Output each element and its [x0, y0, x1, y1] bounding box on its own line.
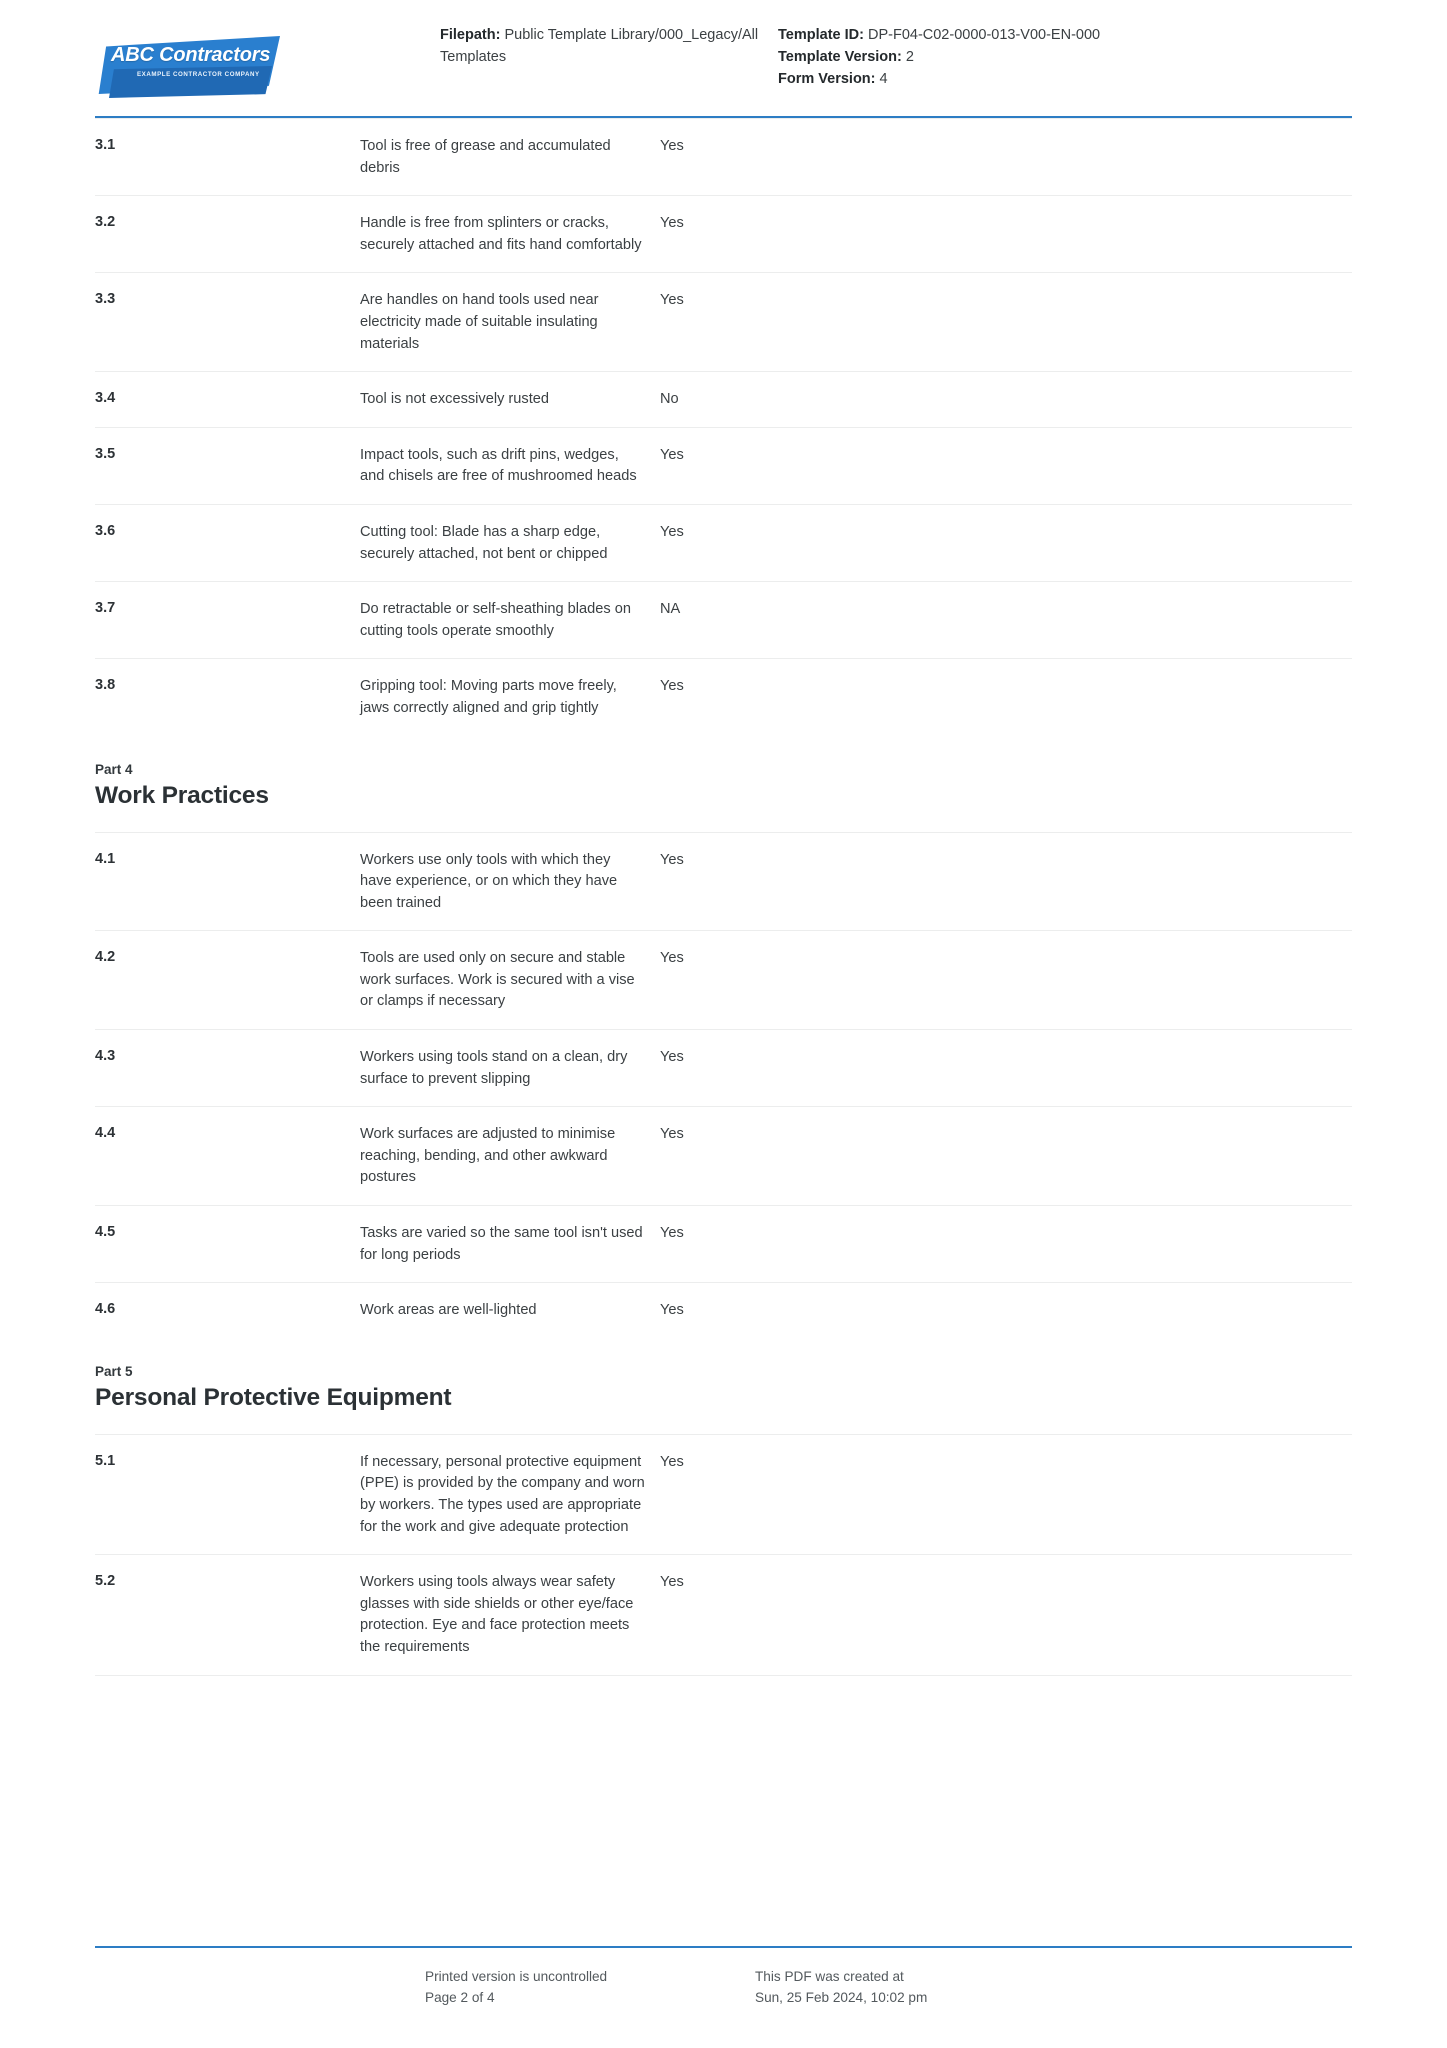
row-number: 3.7 — [95, 600, 116, 617]
row-answer: Yes — [660, 292, 684, 309]
row-question: Tasks are varied so the same tool isn't used for long periods — [360, 1225, 643, 1263]
row-number: 4.6 — [95, 1301, 116, 1318]
table-row — [95, 118, 1352, 195]
table-row — [95, 832, 1352, 931]
page-number-text: Page 2 of 4 — [425, 1989, 495, 2005]
created-label-text: This PDF was created at — [755, 1968, 904, 1984]
row-answer: Yes — [660, 446, 684, 463]
row-number: 4.3 — [95, 1048, 116, 1065]
section-heading — [95, 736, 1352, 832]
row-question: Tools are used only on secure and stable work surfaces. Work is secured with a vise or clamps if necessary — [360, 950, 635, 1010]
row-question: Gripping tool: Moving parts move freely, jaws correctly aligned and grip tightly — [360, 678, 617, 716]
row-answer: Yes — [660, 215, 684, 232]
checklist-table — [95, 832, 1352, 1338]
row-number: 3.2 — [95, 214, 116, 231]
created-timestamp-text: Sun, 25 Feb 2024, 10:02 pm — [755, 1989, 928, 2005]
form-version-value: 4 — [879, 71, 888, 88]
table-bottom-border — [95, 1675, 1352, 1676]
row-number: 3.6 — [95, 522, 116, 539]
row-question: Workers using tools always wear safety glasses with side shields or other eye/face protection. Eye and face protection meets the requirements — [360, 1574, 634, 1655]
logo-company-name: ABC Contractors — [111, 44, 271, 66]
table-row — [95, 930, 1352, 1029]
footer-spacer — [95, 1966, 425, 2008]
filepath-label: Filepath: — [440, 27, 501, 43]
table-row — [95, 1106, 1352, 1205]
row-number: 5.1 — [95, 1452, 116, 1469]
row-question: Workers use only tools with which they have experience, or on which they have been trained — [360, 851, 618, 911]
header-template-meta — [770, 24, 1352, 90]
section-title: Personal Protective Equipment — [95, 1383, 452, 1411]
row-answer: Yes — [660, 851, 684, 868]
row-number: 4.2 — [95, 949, 116, 966]
row-number: 4.1 — [95, 850, 116, 867]
template-id-label: Template ID: — [778, 27, 864, 43]
table-row — [95, 427, 1352, 504]
row-question: Impact tools, such as drift pins, wedges, and chisels are free of mushroomed heads — [360, 446, 637, 485]
section-title: Work Practices — [95, 781, 269, 809]
table-row — [95, 1434, 1352, 1554]
company-logo — [95, 36, 280, 94]
row-answer: Yes — [660, 1302, 684, 1319]
row-answer: Yes — [660, 950, 684, 967]
table-row — [95, 504, 1352, 581]
printed-notice-text: Printed version is uncontrolled — [425, 1968, 608, 1984]
table-row — [95, 1554, 1352, 1674]
row-question: Work surfaces are adjusted to minimise reaching, bending, and other awkward postures — [360, 1126, 616, 1186]
row-question: Work areas are well-lighted — [360, 1302, 537, 1319]
filepath-value: Public Template Library/000_Legacy/All Templates — [440, 27, 759, 66]
table-row — [95, 1029, 1352, 1106]
row-answer: Yes — [660, 138, 684, 154]
row-question: Tool is not excessively rusted — [360, 391, 549, 408]
row-question: Tool is free of grease and accumulated debris — [360, 138, 611, 176]
row-answer: Yes — [660, 1126, 684, 1143]
row-question: If necessary, personal protective equipment (PPE) is provided by the company and worn by workers. The types used are appropriate for the work and give adequate protection — [360, 1453, 645, 1535]
footer-print-notice — [425, 1966, 755, 2008]
row-number: 4.5 — [95, 1224, 116, 1241]
row-number: 3.8 — [95, 677, 116, 694]
template-version-value: 2 — [905, 49, 914, 66]
row-answer: Yes — [660, 1049, 684, 1066]
row-number: 3.3 — [95, 291, 116, 308]
section-part-label: Part 5 — [95, 1363, 133, 1379]
table-row — [95, 581, 1352, 658]
table-row — [95, 1205, 1352, 1282]
row-answer: No — [660, 391, 679, 408]
row-number: 3.5 — [95, 445, 116, 462]
row-question: Cutting tool: Blade has a sharp edge, securely attached, not bent or chipped — [360, 523, 608, 562]
footer-created-info — [755, 1966, 1352, 2008]
row-answer: Yes — [660, 1453, 684, 1470]
logo-cell — [95, 24, 440, 94]
row-question: Workers using tools stand on a clean, dry surface to prevent slipping — [360, 1049, 628, 1087]
table-row — [95, 272, 1352, 371]
row-answer: NA — [660, 601, 681, 618]
checklist-table — [95, 118, 1352, 736]
row-question: Are handles on hand tools used near electricity made of suitable insulating materials — [360, 292, 599, 352]
document-footer — [95, 1946, 1352, 2008]
table-row — [95, 658, 1352, 735]
row-answer: Yes — [660, 1574, 684, 1591]
row-number: 4.4 — [95, 1125, 116, 1142]
row-answer: Yes — [660, 1225, 684, 1242]
row-question: Handle is free from splinters or cracks, securely attached and fits hand comfortably — [360, 215, 642, 253]
section-heading — [95, 1338, 1352, 1434]
row-number: 3.4 — [95, 390, 116, 407]
table-row — [95, 195, 1352, 272]
row-answer: Yes — [660, 523, 684, 540]
header-filepath — [440, 24, 770, 68]
logo-tagline: EXAMPLE CONTRACTOR COMPANY — [137, 71, 260, 78]
template-id-value: DP-F04-C02-0000-013-V00-EN-000 — [867, 27, 1101, 43]
row-number: 5.2 — [95, 1573, 116, 1590]
section-part-label: Part 4 — [95, 761, 133, 777]
template-version-label: Template Version: — [778, 49, 902, 66]
checklist-table — [95, 1434, 1352, 1675]
document-header — [95, 0, 1352, 98]
row-question: Do retractable or self-sheathing blades on cutting tools operate smoothly — [360, 601, 631, 639]
row-number: 3.1 — [95, 137, 116, 153]
checklist-body — [95, 118, 1352, 1676]
table-row — [95, 371, 1352, 427]
row-answer: Yes — [660, 678, 684, 695]
table-row — [95, 1282, 1352, 1338]
form-version-label: Form Version: — [778, 71, 876, 88]
